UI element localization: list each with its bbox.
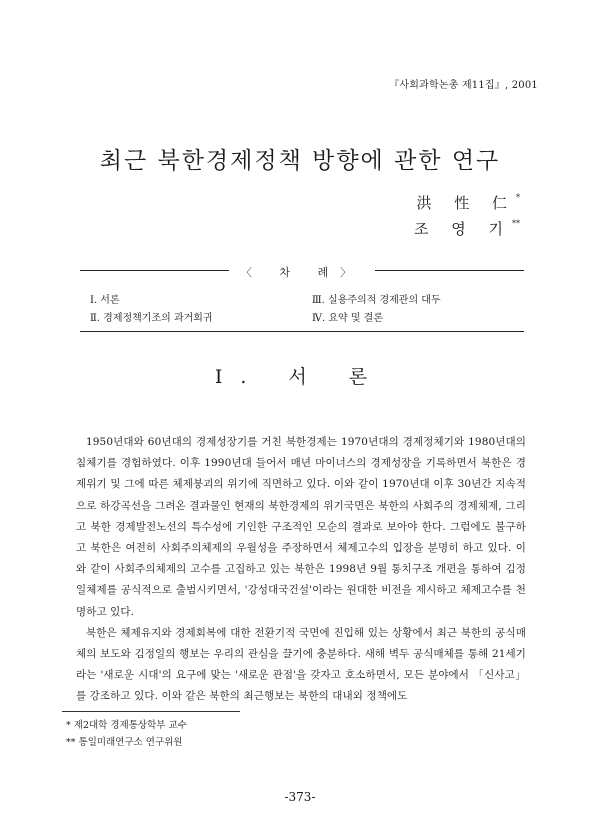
toc-heading: 〈 차 례〉: [229, 266, 375, 279]
paper-title: 최근 북한경제정책 방향에 관한 연구: [99, 148, 501, 174]
footnote-2: ** 통일미래연구소 연구위원: [66, 737, 183, 748]
toc-item-pragmatic-view: Ⅲ. 실용주의적 경제관의 대두: [312, 295, 441, 306]
journal-citation: 『사회과학논총 제11집』, 2001: [389, 80, 538, 91]
author-2-name: 조 영 기: [413, 220, 512, 238]
footnote-divider: [62, 711, 240, 712]
section-heading: Ⅰ. 서 론: [214, 366, 386, 388]
page-number: -373-: [284, 790, 316, 804]
author-2: [414, 218, 520, 239]
toc-item-conclusion: Ⅳ. 요약 및 결론: [312, 313, 384, 324]
toc-item-policy-regression: Ⅱ. 경제정책기조의 과거회귀: [90, 313, 213, 324]
table-of-contents: [80, 266, 524, 332]
author-1-name: 洪 性 仁: [416, 194, 516, 212]
toc-item-introduction: Ⅰ. 서론: [90, 295, 120, 306]
body-text: [76, 432, 526, 708]
author-2-mark: **: [512, 219, 520, 228]
author-1: [416, 192, 520, 213]
body-paragraph-1: 1950년대와 60년대의 경제성장기를 거친 북한경제는 1970년대의 경제정체기와 1980년대의 침체기를 경험하였다. 이후 1990년대 들어서 매년 마이너스의 경제성장을 기록하면서 북한은 경제위기 및 그에 따른 체제붕괴의 위기에 직면하고 있다. 이와 같이 1970년대 이후 30년간 지속적으로 하강곡선을 그려온 결과물인 현재의 북한경제의 위기국면은 북한의 사회주의 경제체제, 그리고 북한 경제발전노선의 특수성에 기인한 구조적인 모순의 결과로 보아야 한다. 그럼에도 불구하고 북한은 여전히 사회주의체제의 우월성을 주장하면서 체제고수의 입장을 분명히 하고 있다. 이와 같이 사회주의체제의 고수를 고집하고 있는 북한은 1998년 9월 통치구조 개편을 통하여 김정일체제를 공식적으로 출범시키면서, '강성대국건설'이라는 원대한 비전을 제시하고 체제고수를 천명하고 있다.: [76, 436, 526, 618]
body-paragraph-2: 북한은 체제유지와 경제회복에 대한 전환기적 국면에 진입해 있는 상황에서 최근 북한의 공식매체의 보도와 김정일의 행보는 우리의 관심을 끌기에 충분하다. 새해 벽두 공식매체를 통해 21세기라는 '새로운 시대'의 요구에 맞는 '새로운 관점'을 갖자고 호소하면서, 모든 분야에서 「신사고」를 강조하고 있다. 이와 같은 북한의 최근행보는 북한의 대내외 정책에도: [76, 626, 526, 703]
toc-heading-wrap: [80, 261, 524, 280]
footnote-1: * 제2대학 경제통상학부 교수: [66, 720, 187, 731]
author-1-mark: *: [516, 193, 520, 202]
